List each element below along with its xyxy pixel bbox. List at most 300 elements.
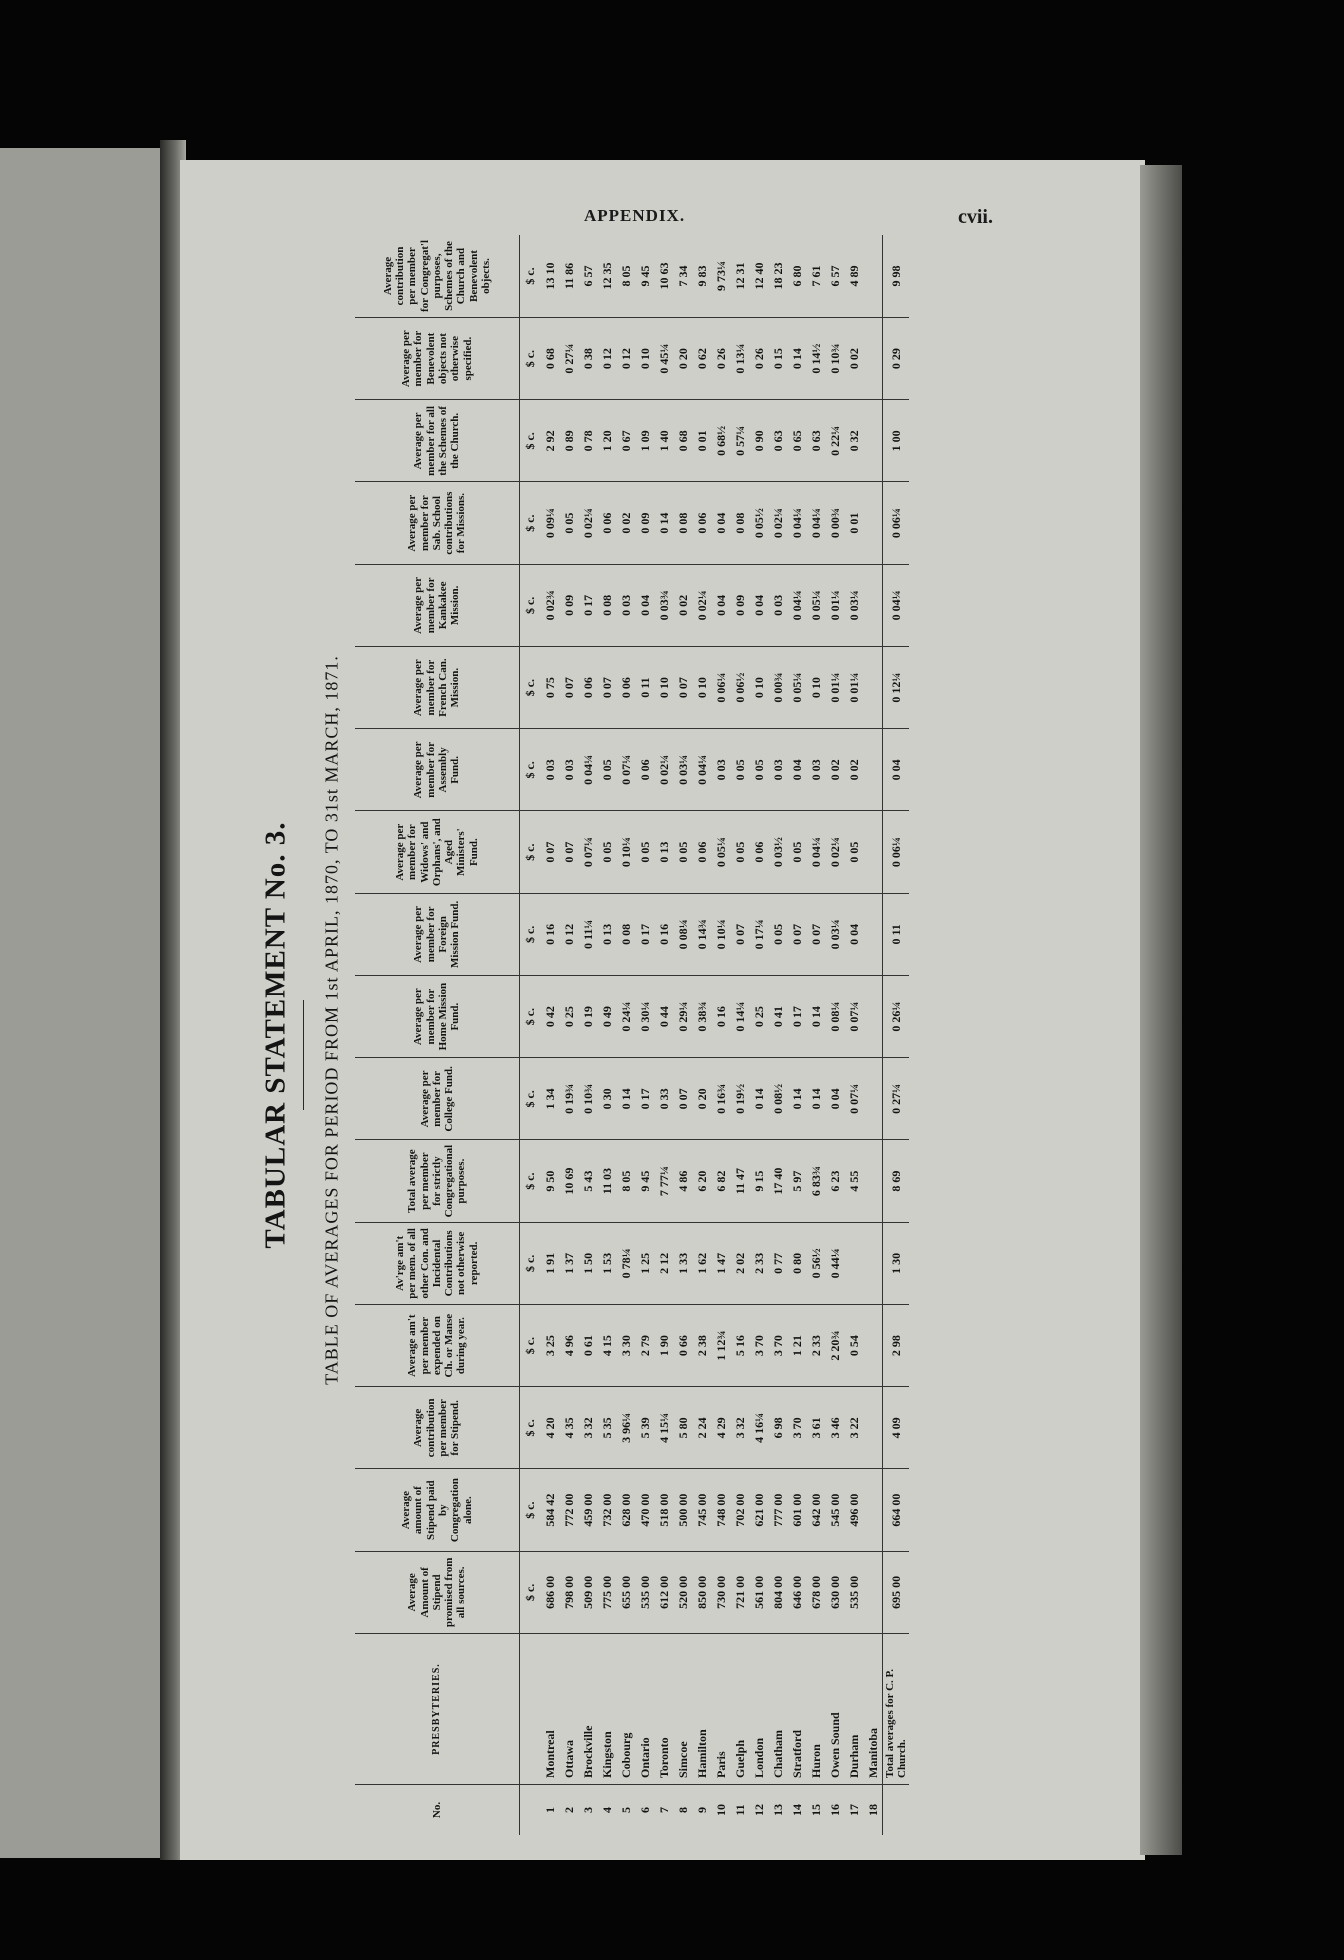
table-cell: 745 00: [692, 1469, 711, 1551]
table-cell: 509 00: [578, 1551, 597, 1633]
table-cell: 0 30¼: [635, 976, 654, 1058]
table-cell: [863, 1387, 883, 1469]
unit-cell: [520, 1634, 541, 1785]
table-cell: 0 16: [711, 976, 730, 1058]
presbytery-name: Simcoe: [673, 1634, 692, 1785]
table-cell: [863, 1305, 883, 1387]
table-cell: 0 07: [559, 811, 578, 893]
table-cell: 8 05: [616, 235, 635, 318]
unit-cell: [520, 1785, 541, 1836]
table-cell: 0 07¼: [578, 811, 597, 893]
table-cell: 0 04: [787, 729, 806, 811]
column-header: Average contribution per member for Stipend.: [355, 1387, 520, 1469]
column-header: Average per member for Home Mission Fund.: [355, 976, 520, 1058]
table-cell: [863, 400, 883, 482]
table-cell: 0 11¼: [578, 893, 597, 975]
table-cell: 0 02¼: [692, 564, 711, 646]
row-number: 1: [542, 1807, 557, 1813]
column-header: Average per member for Benevolent objects not otherwise specified.: [355, 318, 520, 400]
table-cell: 0 02: [673, 564, 692, 646]
unit-cell: $ c.: [520, 893, 541, 975]
total-cell: 695 00: [883, 1551, 910, 1633]
table-row: [806, 235, 825, 1835]
table-cell: 3 32: [578, 1387, 597, 1469]
total-cell: 9 98: [883, 235, 910, 318]
table-cell: 0 10¾: [825, 318, 844, 400]
table-cell: 561 00: [749, 1551, 768, 1633]
table-cell: 520 00: [673, 1551, 692, 1633]
table-cell: 0 17: [635, 893, 654, 975]
table-cell: 5 35: [597, 1387, 616, 1469]
presbytery-name: Paris: [711, 1634, 730, 1785]
table-cell: 775 00: [597, 1551, 616, 1633]
table-cell: 0 13¼: [730, 318, 749, 400]
table-cell: 3 70: [787, 1387, 806, 1469]
table-cell: 0 07¼: [844, 976, 863, 1058]
row-number: 16: [827, 1804, 842, 1816]
table-cell: 9 83: [692, 235, 711, 318]
table-row: [578, 235, 597, 1835]
column-header: Average per member for all the Schemes of the Church.: [355, 400, 520, 482]
table-cell: 0 63: [806, 400, 825, 482]
table-cell: 535 00: [844, 1551, 863, 1633]
table-cell: 6 23: [825, 1140, 844, 1222]
table-cell: 0 33: [654, 1058, 673, 1140]
total-cell: 0 04: [883, 729, 910, 811]
column-header: Average per member for College Fund.: [355, 1058, 520, 1140]
total-cell: 0 27¼: [883, 1058, 910, 1140]
table-cell: 0 54: [844, 1305, 863, 1387]
column-header: Average am't per member expended on Ch. or Manse during year.: [355, 1305, 520, 1387]
table-row: [635, 235, 654, 1835]
table-cell: 0 05: [768, 893, 787, 975]
table-cell: [863, 235, 883, 318]
table-cell: 12 35: [597, 235, 616, 318]
table-cell: 1 53: [597, 1222, 616, 1304]
table-cell: 804 00: [768, 1551, 787, 1633]
total-cell: 0 29: [883, 318, 910, 400]
row-number: 2: [561, 1807, 576, 1813]
table-cell: 0 04¼: [806, 811, 825, 893]
table-cell: [863, 482, 883, 564]
table-row: [730, 235, 749, 1835]
table-cell: 4 86: [673, 1140, 692, 1222]
table-cell: 0 02: [825, 729, 844, 811]
table-cell: 0 04¼: [787, 482, 806, 564]
table-row: [692, 235, 711, 1835]
table-cell: 642 00: [806, 1469, 825, 1551]
table-cell: 0 06: [692, 811, 711, 893]
table-row: [559, 235, 578, 1835]
row-number: 6: [637, 1807, 652, 1813]
table-cell: 0 05: [673, 811, 692, 893]
table-cell: 0 09: [635, 482, 654, 564]
table-cell: 0 04: [711, 564, 730, 646]
table-cell: 0 07: [559, 647, 578, 729]
table-cell: 2 92: [540, 400, 559, 482]
table-cell: 0 05: [844, 811, 863, 893]
table-cell: 17 40: [768, 1140, 787, 1222]
unit-cell: $ c.: [520, 1140, 541, 1222]
total-cell: 2 98: [883, 1305, 910, 1387]
table-cell: 13 10: [540, 235, 559, 318]
table-cell: 0 06: [692, 482, 711, 564]
table-cell: 0 07¼: [844, 1058, 863, 1140]
table-cell: 7 77¼: [654, 1140, 673, 1222]
table-cell: 0 03: [806, 729, 825, 811]
table-cell: 0 30: [597, 1058, 616, 1140]
table-cell: 655 00: [616, 1551, 635, 1633]
unit-cell: $ c.: [520, 400, 541, 482]
table-cell: 0 42: [540, 976, 559, 1058]
total-cell: 1 30: [883, 1222, 910, 1304]
table-cell: 0 44: [654, 976, 673, 1058]
table-cell: 9 73¼: [711, 235, 730, 318]
table-cell: 9 50: [540, 1140, 559, 1222]
row-number: 18: [865, 1804, 880, 1816]
unit-cell: $ c.: [520, 1387, 541, 1469]
table-cell: 7 34: [673, 235, 692, 318]
table-cell: 0 78¼: [616, 1222, 635, 1304]
table-cell: 612 00: [654, 1551, 673, 1633]
table-cell: 535 00: [635, 1551, 654, 1633]
table-cell: 0 10¼: [711, 893, 730, 975]
row-number: 14: [789, 1804, 804, 1816]
table-cell: 4 16¼: [749, 1387, 768, 1469]
total-cell: 0 12¼: [883, 647, 910, 729]
table-cell: 0 07: [806, 893, 825, 975]
table-row: [863, 235, 883, 1835]
table-cell: 2 38: [692, 1305, 711, 1387]
table-cell: 6 57: [825, 235, 844, 318]
column-header: Average Amount of Stipend promised from all sources.: [355, 1551, 520, 1633]
table-cell: 0 26: [711, 318, 730, 400]
table-cell: 3 30: [616, 1305, 635, 1387]
column-header: Average per member for French Can. Mission.: [355, 647, 520, 729]
table-row: [768, 235, 787, 1835]
table-cell: 0 08: [673, 482, 692, 564]
table-cell: 5 39: [635, 1387, 654, 1469]
presbytery-name: Cobourg: [616, 1634, 635, 1785]
table-cell: 0 08: [616, 893, 635, 975]
table-cell: 3 25: [540, 1305, 559, 1387]
table-cell: 4 96: [559, 1305, 578, 1387]
table-cell: 0 16: [654, 893, 673, 975]
table-cell: 0 05: [597, 729, 616, 811]
table-cell: 646 00: [787, 1551, 806, 1633]
table-cell: 1 34: [540, 1058, 559, 1140]
table-cell: 0 12: [559, 893, 578, 975]
table-cell: 9 45: [635, 1140, 654, 1222]
table-cell: 1 40: [654, 400, 673, 482]
table-cell: 0 10¾: [578, 1058, 597, 1140]
table-cell: 0 01: [692, 400, 711, 482]
table-cell: 5 97: [787, 1140, 806, 1222]
total-cell: 8 69: [883, 1140, 910, 1222]
presbytery-name: Manitoba: [863, 1634, 883, 1785]
table-cell: [863, 976, 883, 1058]
table-cell: 1 21: [787, 1305, 806, 1387]
unit-cell: $ c.: [520, 647, 541, 729]
averages-table-container: [355, 235, 960, 1835]
table-cell: 2 24: [692, 1387, 711, 1469]
averages-table: [355, 235, 909, 1835]
table-cell: 0 05: [559, 482, 578, 564]
column-header: Total average per member for strictly Congregational purposes.: [355, 1140, 520, 1222]
table-cell: 0 49: [597, 976, 616, 1058]
column-header: Average per member for Sab. School contributions for Missions.: [355, 482, 520, 564]
table-row: [673, 235, 692, 1835]
running-header: APPENDIX.: [584, 206, 686, 225]
table-cell: 0 06: [578, 647, 597, 729]
table-cell: 11 03: [597, 1140, 616, 1222]
table-cell: 0 06: [749, 811, 768, 893]
unit-cell: $ c.: [520, 811, 541, 893]
table-cell: 850 00: [692, 1551, 711, 1633]
table-cell: 4 29: [711, 1387, 730, 1469]
row-number: 15: [808, 1804, 823, 1816]
presbytery-name: Huron: [806, 1634, 825, 1785]
table-cell: 470 00: [635, 1469, 654, 1551]
left-page-edge: [0, 148, 175, 1858]
page-edge-shadow: [1140, 165, 1182, 1855]
table-cell: 0 05: [787, 811, 806, 893]
table-cell: 0 04¼: [578, 729, 597, 811]
table-cell: 0 01¼: [825, 647, 844, 729]
row-number: 5: [618, 1807, 633, 1813]
table-cell: 0 02¼: [578, 482, 597, 564]
table-cell: 0 07: [787, 893, 806, 975]
table-cell: 0 24¼: [616, 976, 635, 1058]
table-cell: 1 20: [597, 400, 616, 482]
table-cell: 0 20: [692, 1058, 711, 1140]
table-cell: 0 02: [844, 729, 863, 811]
row-number: 7: [656, 1807, 671, 1813]
units-row: [520, 235, 541, 1835]
table-cell: 0 44¼: [825, 1222, 844, 1304]
table-cell: 0 03: [540, 729, 559, 811]
table-cell: 1 90: [654, 1305, 673, 1387]
table-cell: 0 09¼: [540, 482, 559, 564]
table-row: [844, 235, 863, 1835]
total-cell: 4 09: [883, 1387, 910, 1469]
table-cell: [863, 1140, 883, 1222]
table-cell: 0 02: [844, 318, 863, 400]
table-cell: 3 61: [806, 1387, 825, 1469]
table-cell: 0 17: [578, 564, 597, 646]
table-cell: 0 03½: [768, 811, 787, 893]
table-cell: 0 17¼: [749, 893, 768, 975]
table-cell: 0 10: [635, 318, 654, 400]
total-cell: 1 00: [883, 400, 910, 482]
row-number: 13: [770, 1804, 785, 1816]
table-header-row: [355, 235, 520, 1835]
unit-cell: $ c.: [520, 1469, 541, 1551]
table-cell: 1 47: [711, 1222, 730, 1304]
table-cell: 0 07: [730, 893, 749, 975]
table-cell: [863, 893, 883, 975]
table-cell: 0 07: [673, 647, 692, 729]
table-cell: 0 65: [787, 400, 806, 482]
table-cell: 0 16¾: [711, 1058, 730, 1140]
table-cell: 0 41: [768, 976, 787, 1058]
table-cell: 0 15: [768, 318, 787, 400]
table-cell: 0 05: [597, 811, 616, 893]
table-cell: 0 07: [673, 1058, 692, 1140]
table-cell: 0 10¼: [616, 811, 635, 893]
table-cell: 0 04: [635, 564, 654, 646]
table-cell: 2 02: [730, 1222, 749, 1304]
table-cell: [863, 1058, 883, 1140]
table-cell: 0 12: [597, 318, 616, 400]
table-cell: 628 00: [616, 1469, 635, 1551]
table-cell: 6 82: [711, 1140, 730, 1222]
table-cell: 11 47: [730, 1140, 749, 1222]
table-cell: 0 14: [654, 482, 673, 564]
table-cell: 0 27¼: [559, 318, 578, 400]
table-cell: 0 02¾: [540, 564, 559, 646]
table-cell: 6 83¾: [806, 1140, 825, 1222]
table-cell: 4 35: [559, 1387, 578, 1469]
table-cell: 0 02¼: [768, 482, 787, 564]
table-cell: [844, 1222, 863, 1304]
table-cell: [863, 1469, 883, 1551]
table-cell: 545 00: [825, 1469, 844, 1551]
presbytery-name: Montreal: [540, 1634, 559, 1785]
presbytery-name: Guelph: [730, 1634, 749, 1785]
table-cell: 11 86: [559, 235, 578, 318]
presbytery-name: London: [749, 1634, 768, 1785]
table-cell: 0 26: [749, 318, 768, 400]
table-cell: 0 14: [806, 976, 825, 1058]
table-cell: 0 13: [597, 893, 616, 975]
table-cell: 0 07: [597, 647, 616, 729]
table-cell: 0 04¼: [692, 729, 711, 811]
table-cell: 0 25: [749, 976, 768, 1058]
table-cell: 0 01¼: [825, 564, 844, 646]
table-cell: 0 68½: [711, 400, 730, 482]
table-cell: 0 01¼: [844, 647, 863, 729]
total-cell: 0 11: [883, 893, 910, 975]
table-cell: 0 13: [654, 811, 673, 893]
total-cell: 0 06¼: [883, 482, 910, 564]
table-cell: 0 14: [787, 318, 806, 400]
row-number: 4: [599, 1807, 614, 1813]
presbytery-name: Durham: [844, 1634, 863, 1785]
table-cell: 0 14½: [806, 318, 825, 400]
table-cell: 0 03¼: [844, 564, 863, 646]
unit-cell: $ c.: [520, 318, 541, 400]
table-cell: 0 08½: [768, 1058, 787, 1140]
table-cell: [863, 1551, 883, 1633]
table-cell: 3 32: [730, 1387, 749, 1469]
table-cell: 1 37: [559, 1222, 578, 1304]
table-cell: 0 05: [749, 729, 768, 811]
table-cell: 4 15: [597, 1305, 616, 1387]
table-cell: 6 57: [578, 235, 597, 318]
table-cell: 721 00: [730, 1551, 749, 1633]
table-cell: 0 03¼: [825, 893, 844, 975]
table-cell: 10 69: [559, 1140, 578, 1222]
table-cell: 0 10: [806, 647, 825, 729]
column-header: Average per member for Widows' and Orphans', and Aged Ministers' Fund.: [355, 811, 520, 893]
total-label: Total averages for C. P. Church.: [883, 1634, 910, 1785]
table-cell: 1 33: [673, 1222, 692, 1304]
table-cell: [863, 729, 883, 811]
table-cell: 0 04: [711, 482, 730, 564]
table-cell: 0 19½: [730, 1058, 749, 1140]
table-cell: 500 00: [673, 1469, 692, 1551]
table-cell: 702 00: [730, 1469, 749, 1551]
table-row: [711, 235, 730, 1835]
table-cell: 0 09: [559, 564, 578, 646]
table-cell: 0 00¾: [825, 482, 844, 564]
statement-title: TABULAR STATEMENT No. 3.: [259, 821, 292, 1249]
table-cell: 9 15: [749, 1140, 768, 1222]
table-cell: 0 90: [749, 400, 768, 482]
table-cell: 0 06: [616, 647, 635, 729]
table-cell: 1 12¾: [711, 1305, 730, 1387]
table-cell: 2 79: [635, 1305, 654, 1387]
column-header-no: No.: [355, 1785, 520, 1836]
table-cell: 6 98: [768, 1387, 787, 1469]
table-cell: 0 06: [597, 482, 616, 564]
table-cell: 0 08¼: [825, 976, 844, 1058]
table-cell: 0 78: [578, 400, 597, 482]
table-cell: 0 19: [578, 976, 597, 1058]
table-cell: 7 61: [806, 235, 825, 318]
unit-cell: $ c.: [520, 729, 541, 811]
table-cell: 0 02¼: [654, 729, 673, 811]
row-number: 8: [675, 1807, 690, 1813]
table-cell: 584 42: [540, 1469, 559, 1551]
table-row: [749, 235, 768, 1835]
table-cell: 0 29¼: [673, 976, 692, 1058]
column-header: Average per member for Foreign Mission Fund.: [355, 893, 520, 975]
table-cell: 0 08: [730, 482, 749, 564]
table-cell: 0 45¼: [654, 318, 673, 400]
table-cell: 0 67: [616, 400, 635, 482]
table-cell: 0 10: [749, 647, 768, 729]
table-cell: 0 38: [578, 318, 597, 400]
table-cell: 798 00: [559, 1551, 578, 1633]
table-cell: 732 00: [597, 1469, 616, 1551]
table-cell: 0 01: [844, 482, 863, 564]
table-cell: 0 14¼: [730, 976, 749, 1058]
table-cell: 0 17: [787, 976, 806, 1058]
table-cell: 686 00: [540, 1551, 559, 1633]
row-number: 11: [732, 1804, 747, 1816]
table-cell: 5 43: [578, 1140, 597, 1222]
table-cell: 0 00¾: [768, 647, 787, 729]
table-cell: 1 25: [635, 1222, 654, 1304]
table-cell: 3 70: [768, 1305, 787, 1387]
table-cell: 0 04¼: [806, 482, 825, 564]
table-cell: 2 33: [749, 1222, 768, 1304]
table-cell: 0 07: [540, 811, 559, 893]
table-cell: 0 57¼: [730, 400, 749, 482]
table-cell: 772 00: [559, 1469, 578, 1551]
table-cell: 0 11: [635, 647, 654, 729]
table-cell: 0 32: [844, 400, 863, 482]
table-cell: 0 66: [673, 1305, 692, 1387]
table-cell: 12 31: [730, 235, 749, 318]
column-header: Average per member for Kankakee Mission.: [355, 564, 520, 646]
table-row: [654, 235, 673, 1835]
table-cell: 0 62: [692, 318, 711, 400]
table-cell: 4 55: [844, 1140, 863, 1222]
table-cell: 0 03: [616, 564, 635, 646]
